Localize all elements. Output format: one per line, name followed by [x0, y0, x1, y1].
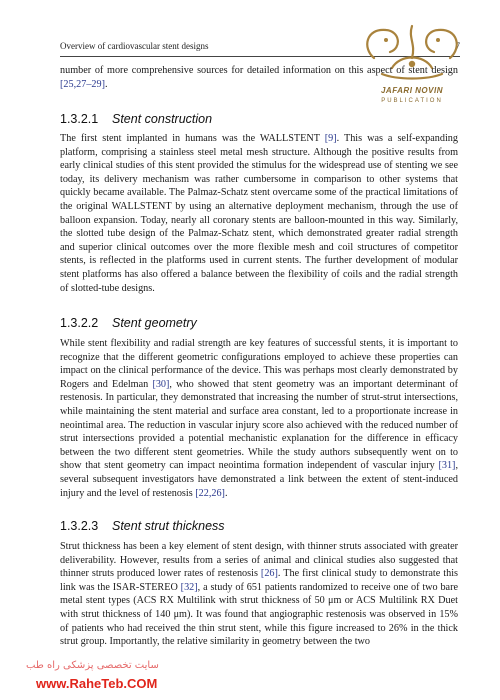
site-watermark	[6, 660, 236, 694]
paragraph-text: Strut thickness has been a key element of stent design, with thinner struts associated with greater deliverability. However, results from a series of animal and clinical studies also suggested that thinner struts produced lower rates of restenosis	[60, 541, 458, 580]
page-number: 7	[455, 41, 460, 51]
citation-link[interactable]: [31]	[438, 460, 456, 472]
section-title: Stent strut thickness	[112, 519, 225, 533]
citation-link[interactable]: [32]	[180, 581, 198, 593]
section-heading-geometry	[60, 316, 458, 330]
paragraph-text: While stent flexibility and radial strength are key features of successful stents, it is important to recognize that the different geometric configurations employed to achieve these properties can impact on the clinical performance of the device. This was perhaps most clearly demonstrated by Rogers and Edelman	[60, 338, 458, 390]
watermark-site[interactable]: www.RaheTeb.COM	[36, 676, 158, 691]
section-number: 1.3.2.3	[60, 519, 99, 533]
intro-paragraph	[60, 64, 458, 91]
section-number: 1.3.2.2	[60, 316, 99, 330]
paragraph-geometry	[60, 337, 458, 500]
section-heading-construction	[60, 112, 458, 126]
running-title: Overview of cardiovascular stent designs	[60, 41, 209, 51]
paragraph-strut-thickness	[60, 540, 458, 649]
paragraph-text: The first stent implanted in humans was the WALLSTENT	[60, 133, 325, 144]
paragraph-text: , who showed that stent geometry was an important determinant of restenosis. In particular, they demonstrated that increasing the number of strut-strut intersections, while maintaining the stent material and surface area constant, led to a proportionate increase in neointimal area. The reduction in vascular injury score also achieved with the reduced number of strut intersections provided a potential mechanistic explanation for the difference in efficacy between the two different stent geometries. While the study authors subsequently went on to show that stent geometry can impact neointima formation independent of vascular injury	[60, 378, 459, 472]
section-number: 1.3.2.1	[60, 112, 99, 126]
section-heading-strut-thickness	[60, 519, 458, 533]
paragraph-text: , several subsequent investigators have demonstrated a link between the extent of stent-induced injury and the level of restenosis	[60, 460, 458, 499]
paragraph-text: . The first clinical study to demonstrate this link was the ISAR-STEREO	[60, 568, 458, 593]
section-title: Stent construction	[112, 112, 213, 126]
citation-link[interactable]: [9]	[324, 133, 337, 144]
section-title: Stent geometry	[112, 316, 197, 330]
paragraph-construction	[60, 132, 458, 295]
watermark-persian: سایت تخصصی پزشکی راه طب	[26, 660, 159, 671]
logo-subtitle: PUBLICATION	[381, 98, 443, 104]
logo-brand: JAFARI NOVIN	[380, 86, 443, 95]
intro-text: number of more comprehensive sources for detailed information on this aspect of stent design	[60, 65, 458, 76]
paragraph-text: , a study of 651 patients randomized to receive one of two bare metal stent types (ACS RX Multilink with strut thickness of 50 μm or ACS Multilink RX Duet with strut thickness of 140 μm). It was found that angiographic restenosis was observed in 15% of patients who had received the thin strut stent, while this figure increased to 26% in the thick strut group. Importantly, the relative similarity in geometry between the two	[60, 581, 458, 648]
paragraph-text: . This was a self-expanding platform, comprising a stainless steel metal mesh structure. Although the positive results from early clinical studies of this stent provided the stimulus for the widespread use of stenting we see today, its delivery mechanism was rather cumbersome in comparison to other systems that quickly became available. The Palmaz-Schatz stent overcame some of the practical limitations of the original WALLSTENT by using an alternative deployment mechanism, through the use of balloon expansion. Today, nearly all coronary stents are balloon-mounted in this way. Similarly, the slotted tube design of the Palmaz-Schatz stent, which demonstrated greater radial strength and superior clinical outcomes over the more flexible mesh and coil structures of competitor stents, is reflected in the platforms used in current stents. The further development of modular stent platforms has also offered a balance between the flexibility of coils and the radial strength of slotted-tube designs.	[60, 133, 458, 294]
citation-link[interactable]: [30]	[152, 378, 170, 390]
citation-link[interactable]: [22,26]	[195, 487, 225, 499]
intro-citation[interactable]: [25,27–29]	[60, 78, 105, 90]
intro-end: .	[105, 78, 108, 90]
paragraph-text: .	[224, 487, 228, 499]
citation-link[interactable]: [26]	[260, 568, 278, 580]
